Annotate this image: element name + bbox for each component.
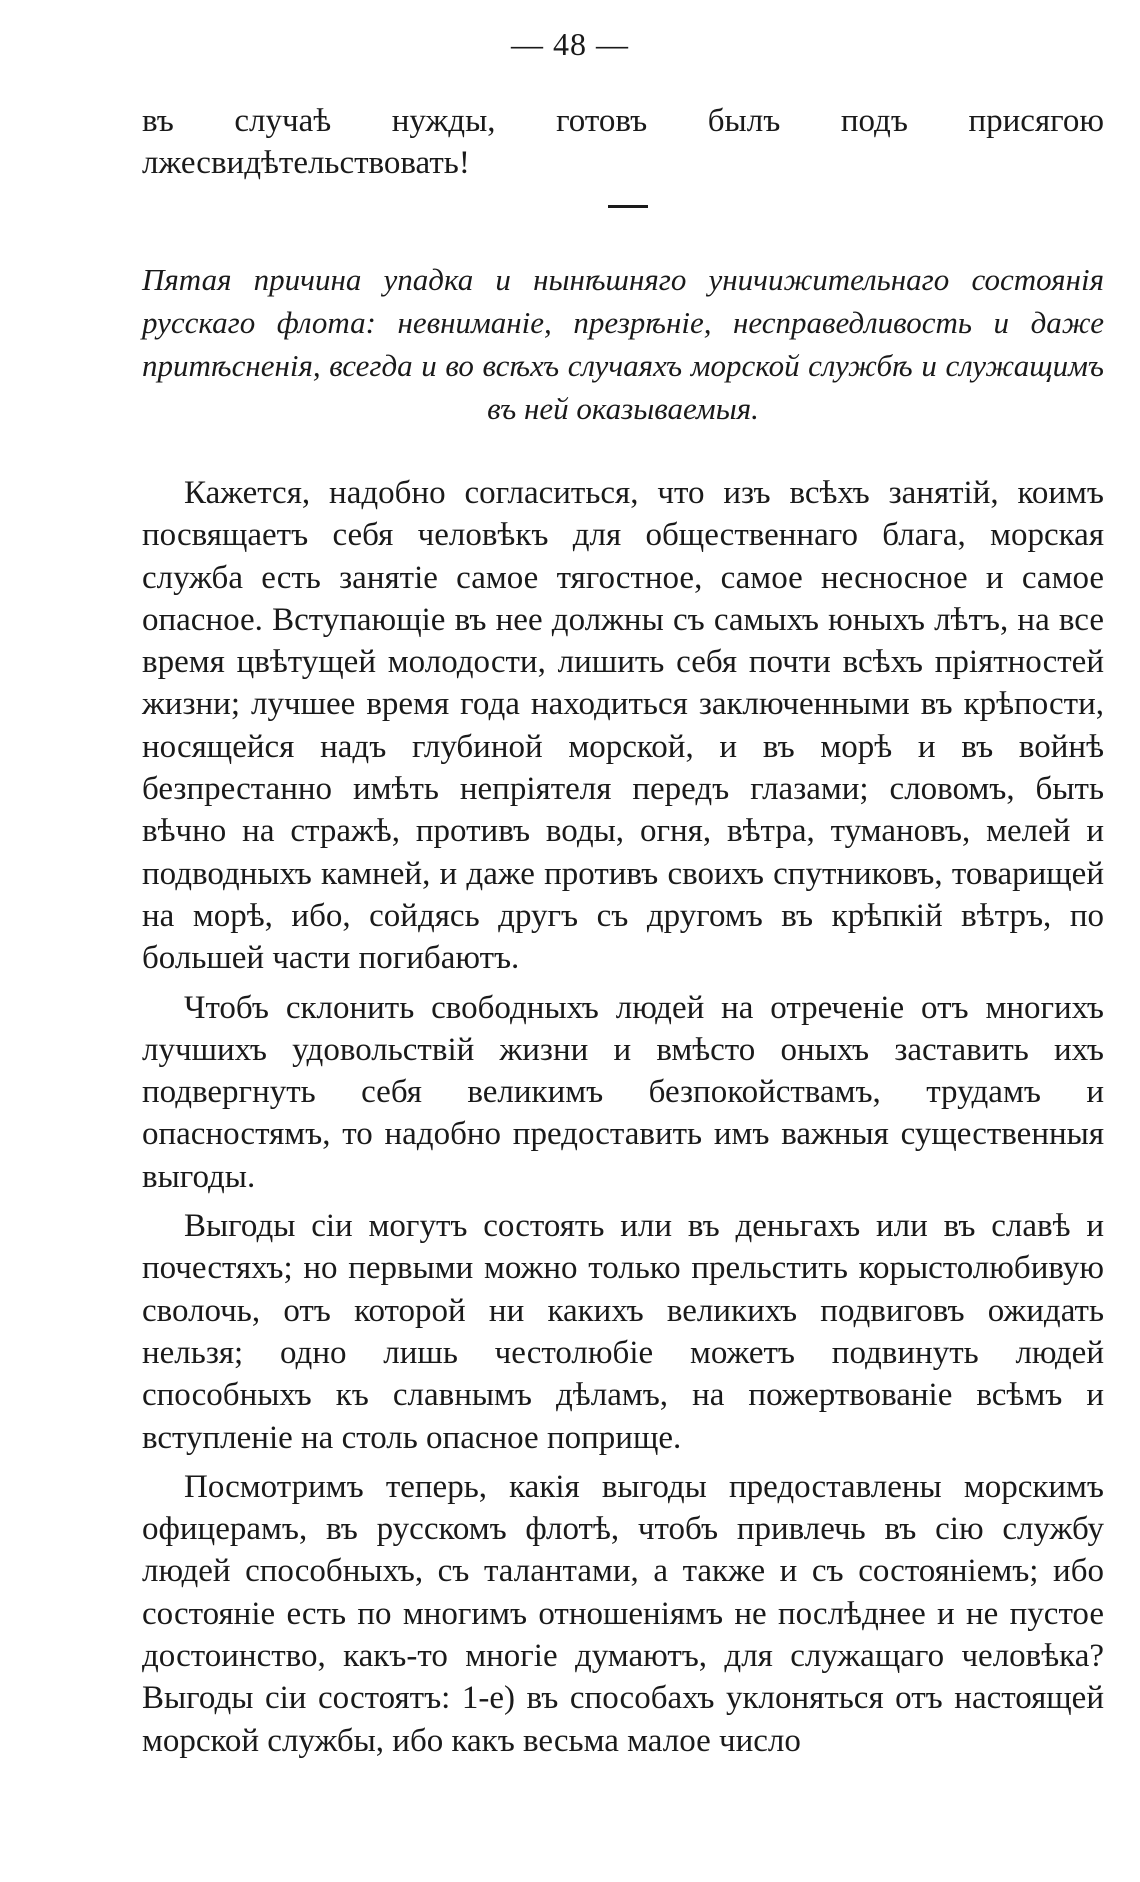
section-heading: Пятая причина упадка и нынѣшняго уничижительнаго состоянія русскаго флота: невниманіе, презрѣніе, несправедливость и даже притѣсненія, всегда и во всѣхъ случаяхъ морской службѣ и служащимъ въ ней оказываемыя. [142, 262, 1104, 426]
paragraph: Чтобъ склонить свободныхъ людей на отреченіе отъ многихъ лучшихъ удовольствій жизни и вмѣсто оныхъ заставить ихъ подвергнуть себя великимъ безпокойствамъ, трудамъ и опасностямъ, то надобно предоставить имъ важныя существенныя выгоды. [142, 989, 1104, 1195]
paragraph: Посмотримъ теперь, какія выгоды предоставлены морскимъ офицерамъ, въ русскомъ флотѣ, чтобъ привлечь въ сію службу людей способныхъ, съ талантами, а также и съ состояніемъ; ибо состояніе есть по многимъ отношеніямъ не послѣднее и не пустое достоинство, какъ-то многіе думаютъ, для служащаго человѣка? Выгоды сіи состоятъ: 1-е) въ способахъ уклоняться отъ настоящей морской службы, ибо какъ весьма малое число [142, 1468, 1104, 1759]
paragraph: Кажется, надобно согласиться, что изъ всѣхъ занятій, коимъ посвящаетъ себя человѣкъ для общественнаго блага, морская служба есть занятіе самое тягостное, самое несносное и самое опасное. Вступающіе въ нее должны съ самыхъ юныхъ лѣтъ, на все время цвѣтущей молодости, лишить себя почти всѣхъ пріятностей жизни; лучшее время года находиться заключенными въ крѣпости, носящейся надъ глубиной морской, и въ морѣ и въ войнѣ безпрестанно имѣть непріятеля передъ глазами; словомъ, быть вѣчно на стражѣ, противъ воды, огня, вѣтра, тумановъ, мелей и подводныхъ камней, и даже противъ своихъ спутниковъ, товарищей на морѣ, ибо, сойдясь другъ съ другомъ въ крѣпкій вѣтръ, по большей части погибаютъ. [142, 475, 1104, 977]
page-number: — 48 — [511, 26, 629, 62]
paragraph: Выгоды сіи могутъ состоять или въ деньгахъ или въ славѣ и почестяхъ; но первыми можно только прельстить корыстолюбивую сволочь, отъ которой ни какихъ великихъ подвиговъ ожидать нельзя; одно лишь честолюбіе можетъ подвинуть людей способныхъ къ славнымъ дѣламъ, на пожертвованіе всѣмъ и вступленіе на столь опасное поприще. [142, 1208, 1104, 1456]
section-divider [608, 205, 648, 208]
body-text [142, 472, 1104, 1769]
continuation-paragraph: въ случаѣ нужды, готовъ былъ подъ присягою лжесвидѣтельствовать! [142, 103, 1104, 181]
